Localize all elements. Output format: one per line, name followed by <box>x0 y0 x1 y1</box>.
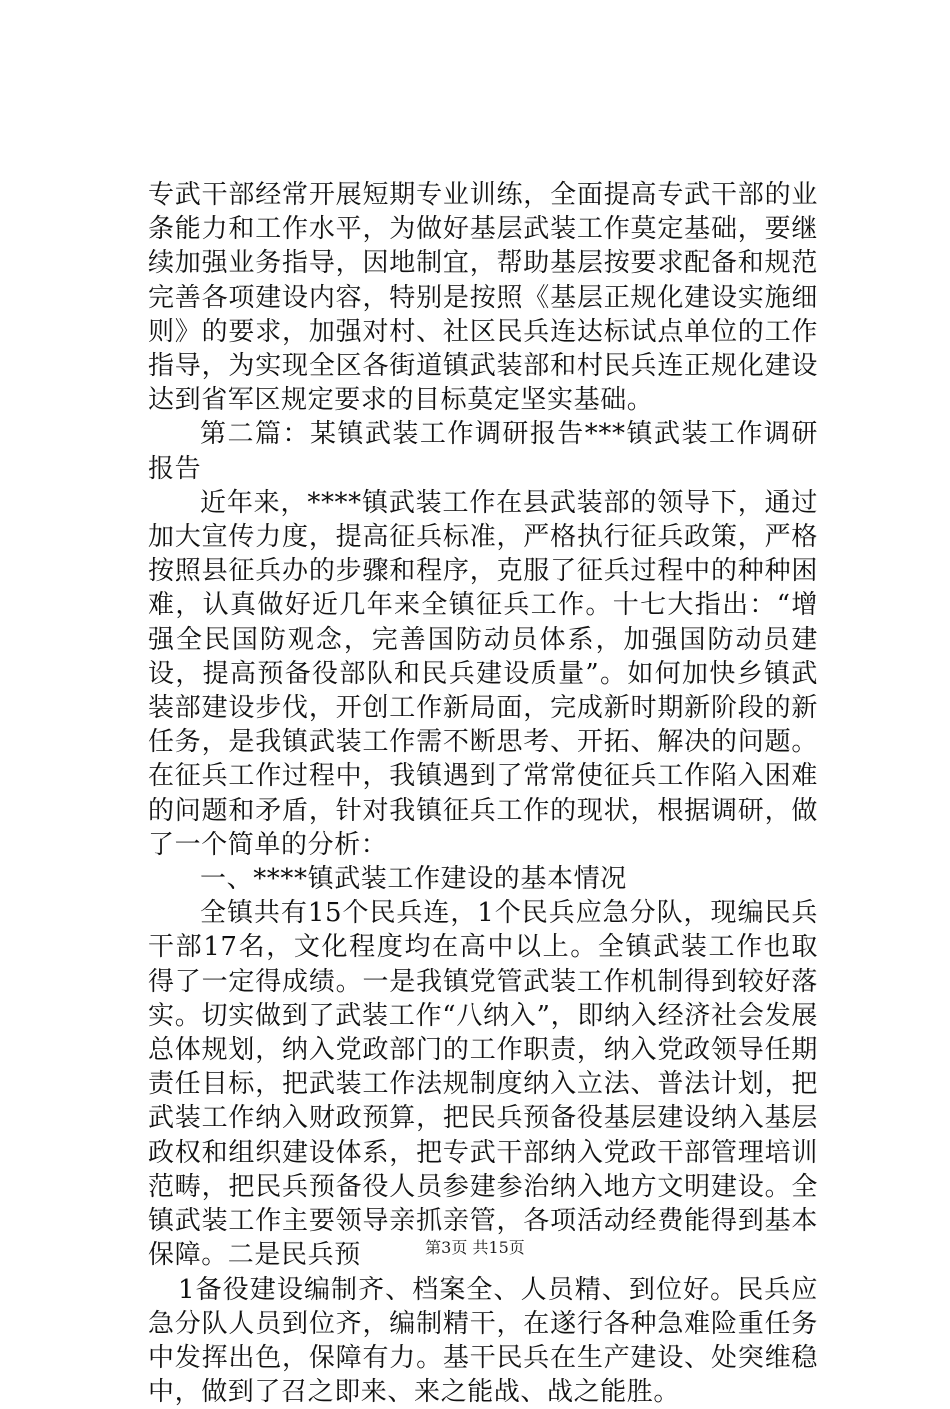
section-heading-second-article: 第二篇：某镇武装工作调研报告***镇武装工作调研报告 <box>148 417 818 485</box>
paragraph-intro: 近年来，****镇武装工作在县武装部的领导下，通过加大宣传力度，提高征兵标准，严格执行征兵政策，严格按照县征兵办的步骤和程序，克服了征兵过程中的种种困难，认真做好近几年来全镇征兵工作。十七大指出：“增强全民国防观念，完善国防动员体系，加强国防动员建设，提高预备役部队和民兵建设质量”。如何加快乡镇武装部建设步伐，开创工作新局面，完成新时期新阶段的新任务，是我镇武装工作需不断思考、开拓、解决的问题。在征兵工作过程中，我镇遇到了常常使征兵工作陷入困难的问题和矛盾，针对我镇征兵工作的现状，根据调研，做了一个简单的分析： <box>148 486 818 862</box>
paragraph-basic-situation: 全镇共有15个民兵连，1个民兵应急分队，现编民兵干部17名，文化程度均在高中以上。全镇武装工作也取得了一定得成绩。一是我镇党管武装工作机制得到较好落实。切实做到了武装工作“八纳入”，即纳入经济社会发展总体规划，纳入党政部门的工作职责，纳入党政领导任期责任目标，把武装工作法规制度纳入立法、普法计划，把武装工作纳入财政预算，把民兵预备役基层建设纳入基层政权和组织建设体系，把专武干部纳入党政干部管理培训范畴，把民兵预备役人员参建参治纳入地方文明建设。全镇武装工作主要领导亲抓亲管，各项活动经费能得到基本保障。二是民兵预 <box>148 896 818 1272</box>
paragraph-reserve-construction: 1备役建设编制齐、档案全、人员精、到位好。民兵应急分队人员到位齐，编制精干，在遂行各种急难险重任务中发挥出色，保障有力。基干民兵在生产建设、处突维稳中，做到了召之即来、来之能战、战之能胜。 <box>148 1273 818 1409</box>
document-body <box>148 178 818 1409</box>
paragraph-continuation: 专武干部经常开展短期专业训练，全面提高专武干部的业条能力和工作水平，为做好基层武装工作莫定基础，要继续加强业务指导，因地制宜，帮助基层按要求配备和规范完善各项建设内容，特别是按照《基层正规化建设实施细则》的要求，加强对村、社区民兵连达标试点单位的工作指导，为实现全区各街道镇武装部和村民兵连正规化建设达到省军区规定要求的目标莫定坚实基础。 <box>148 178 818 417</box>
page-number-label: 第3页 共15页 <box>425 1238 525 1257</box>
section-heading-basic-situation: 一、****镇武装工作建设的基本情况 <box>148 862 818 896</box>
page-footer <box>0 1238 950 1258</box>
